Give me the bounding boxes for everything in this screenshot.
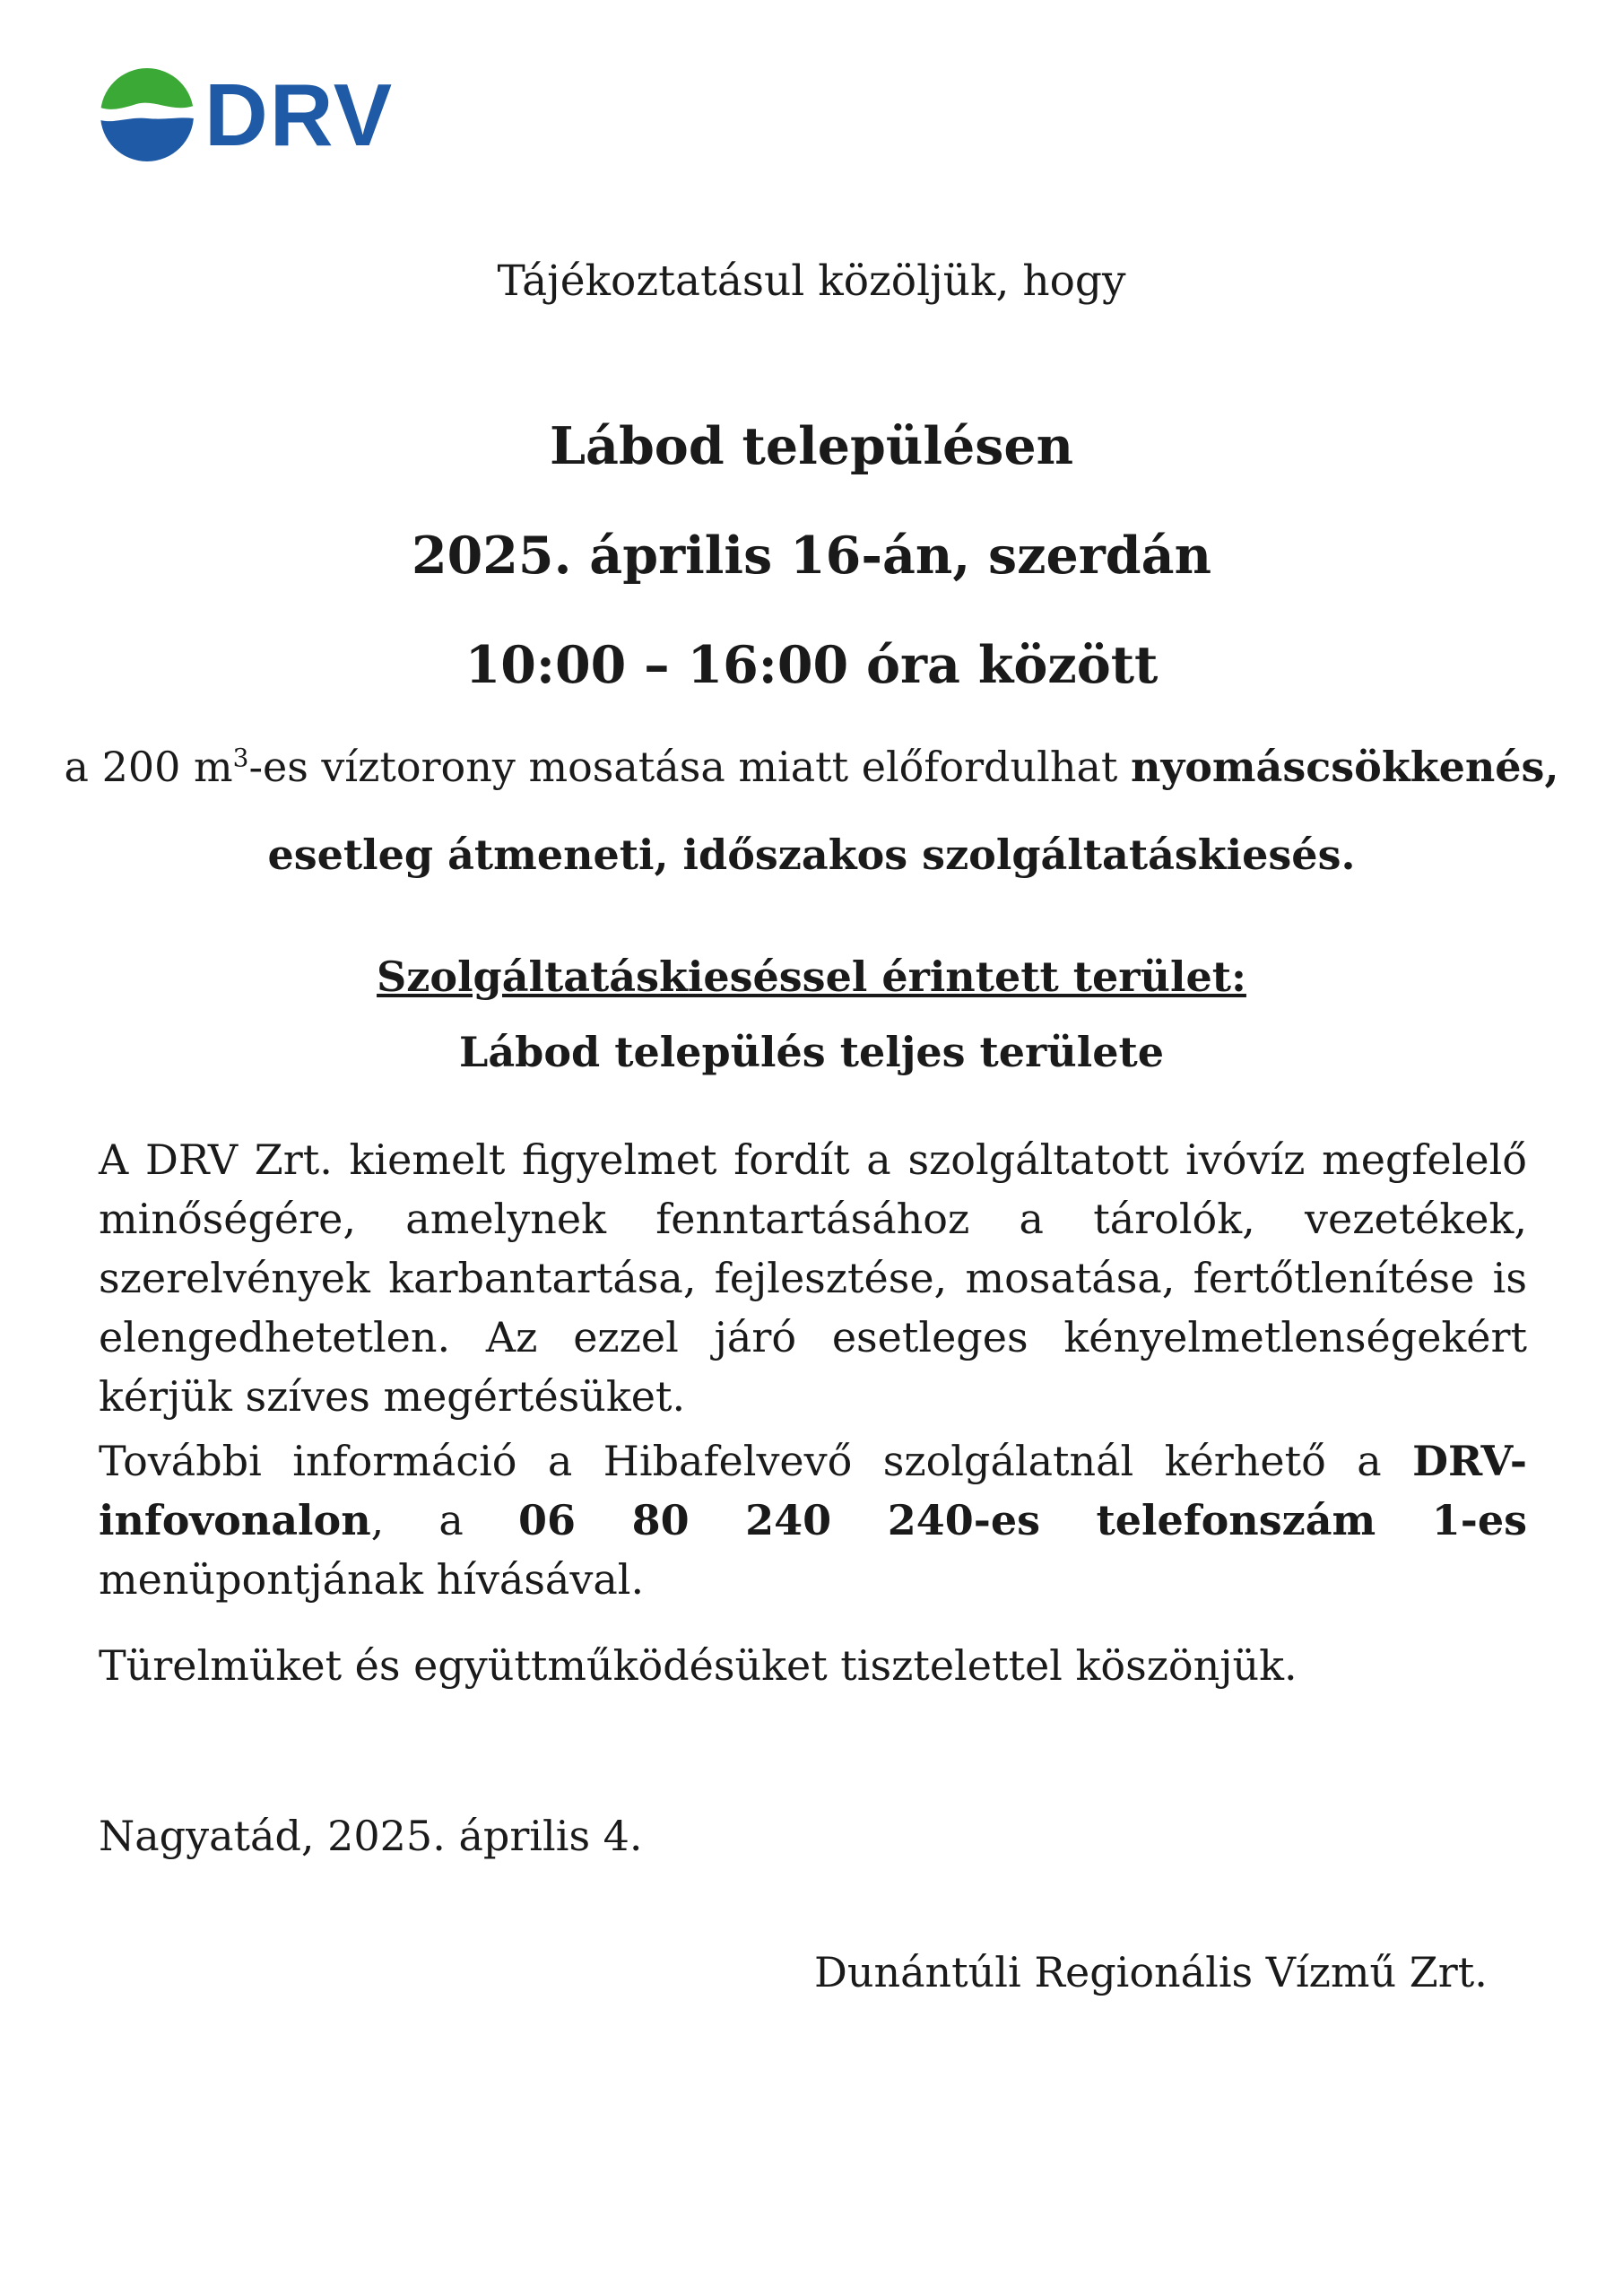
intro-text: Tájékoztatásul közöljük, hogy: [497, 257, 1126, 306]
notice-line-1: [0, 743, 1623, 791]
logo-text: DRV: [204, 65, 395, 164]
info-phone-number: 06 80 240 240-es telefonszám 1-es: [518, 1496, 1527, 1544]
notice-line-1-prefix: a 200 m: [64, 743, 233, 791]
info-part-2: , a: [370, 1496, 519, 1544]
affected-area-title: Szolgáltatáskieséssel érintett terület:: [377, 952, 1246, 1001]
notice-line-1-middle: -es víztorony mosatása miatt előfordulhat: [248, 743, 1132, 791]
paragraph-maintenance: A DRV Zrt. kiemelt figyelmet fordít a szolgáltatott ivóvíz megfelelő minőségére, amelynek fenntartásához a tárolók, vezetékek, szerelvények karbantartása, fejlesztése, mosatása, fertőtlenítése is elengedhetetlen. Az ezzel járó esetleges kényelmetlenségekért kérjük szíves megértésüket.: [99, 1135, 1527, 1421]
info-part-3: menüpontjának hívásával.: [99, 1555, 645, 1604]
info-part-1: További információ a Hibafelvevő szolgálatnál kérhető a: [99, 1437, 1413, 1485]
notice-line-2: esetleg átmeneti, időszakos szolgáltatáskiesés.: [267, 831, 1356, 879]
notice-superscript: 3: [232, 743, 249, 773]
notice-line-1-bold: nyomáscsökkenés,: [1131, 743, 1559, 791]
headline-place: Lábod településen: [549, 416, 1074, 476]
headline-time: 10:00 – 16:00 óra között: [464, 635, 1159, 695]
drv-logo: [100, 65, 395, 164]
place-date: Nagyatád, 2025. április 4.: [99, 1812, 643, 1860]
drv-logo-globe-icon: [100, 68, 194, 161]
thanks-text: Türelmüket és együttműködésüket tisztelettel köszönjük.: [99, 1641, 1298, 1690]
affected-area-value: Lábod település teljes területe: [459, 1028, 1164, 1076]
paragraph-info: [99, 1431, 1527, 1609]
info-hotline: DRV-infovonalon: [99, 1437, 1527, 1544]
company-signature: Dunántúli Regionális Vízmű Zrt.: [814, 1948, 1488, 1996]
headline-date: 2025. április 16-án, szerdán: [411, 526, 1212, 586]
